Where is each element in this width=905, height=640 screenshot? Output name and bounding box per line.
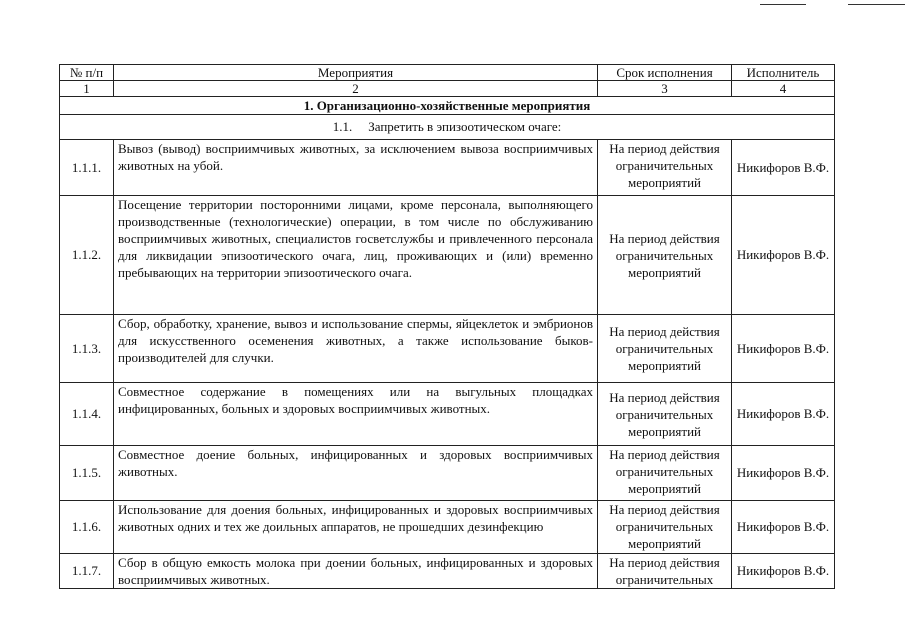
column-number: 2: [114, 81, 598, 97]
measures-table: [59, 64, 835, 589]
row-executor: Никифоров В.Ф.: [732, 315, 835, 383]
row-executor: Никифоров В.Ф.: [732, 501, 835, 554]
row-number: 1.1.5.: [60, 446, 114, 501]
column-header-number: № п/п: [60, 65, 114, 81]
table-header-row: [60, 65, 835, 81]
column-number: 4: [732, 81, 835, 97]
row-measure: Вывоз (вывод) восприимчивых животных, за исключением вывоза восприимчивых животных на убой.: [114, 140, 598, 196]
row-number: 1.1.4.: [60, 383, 114, 446]
column-number: 3: [598, 81, 732, 97]
subsection-heading-row: [60, 115, 835, 140]
section-heading-row: [60, 97, 835, 115]
subsection-title: Запретить в эпизоотическом очаге:: [368, 119, 562, 134]
row-measure: Сбор в общую емкость молока при доении больных, инфицированных и здоровых восприимчивых животных.: [114, 554, 598, 589]
row-executor: Никифоров В.Ф.: [732, 383, 835, 446]
column-header-deadline: Срок исполнения: [598, 65, 732, 81]
table-row: [60, 196, 835, 315]
header-rule-left: [760, 4, 806, 5]
table-row: [60, 554, 835, 589]
section-title: 1. Организационно-хозяйственные мероприятия: [60, 97, 835, 115]
row-executor: Никифоров В.Ф.: [732, 140, 835, 196]
header-rule-right: [848, 4, 905, 5]
row-number: 1.1.6.: [60, 501, 114, 554]
row-deadline: На период действия ограничительных мероприятий: [598, 140, 732, 196]
row-measure: Посещение территории посторонними лицами, кроме персонала, выполняющего производственные (технологические) операции, в том числе по обслуживанию восприимчивых животных, специалистов госветслужбы и привлеченного персонала для ликвидации эпизоотического очага, лиц, проживающих и (или) временно пребывающих на территории эпизоотического очага.: [114, 196, 598, 315]
row-measure: Использование для доения больных, инфицированных и здоровых восприимчивых животных одних и тех же доильных аппаратов, не прошедших дезинфекцию: [114, 501, 598, 554]
row-number: 1.1.7.: [60, 554, 114, 589]
table-row: [60, 383, 835, 446]
row-executor: Никифоров В.Ф.: [732, 554, 835, 589]
column-header-measures: Мероприятия: [114, 65, 598, 81]
row-deadline: На период действия ограничительных мероприятий: [598, 315, 732, 383]
table-row: [60, 501, 835, 554]
row-number: 1.1.1.: [60, 140, 114, 196]
row-deadline: На период действия ограничительных мероприятий: [598, 196, 732, 315]
row-deadline: На период действия ограничительных мероприятий: [598, 383, 732, 446]
row-deadline: На период действия ограничительных: [609, 555, 720, 587]
column-numbers-row: [60, 81, 835, 97]
row-deadline: На период действия ограничительных мероприятий: [598, 501, 732, 554]
row-executor: Никифоров В.Ф.: [732, 446, 835, 501]
row-measure: Совместное содержание в помещениях или на выгульных площадках инфицированных, больных и здоровых восприимчивых животных.: [114, 383, 598, 446]
row-number: 1.1.2.: [60, 196, 114, 315]
row-number: 1.1.3.: [60, 315, 114, 383]
table-row: [60, 315, 835, 383]
table-row: [60, 140, 835, 196]
column-header-executor: Исполнитель: [732, 65, 835, 81]
row-measure: Совместное доение больных, инфицированных и здоровых восприимчивых животных.: [114, 446, 598, 501]
subsection-number: 1.1.: [332, 119, 353, 134]
column-number: 1: [60, 81, 114, 97]
table-row: [60, 446, 835, 501]
row-deadline-cell: [598, 554, 732, 589]
subsection-cell: [60, 115, 835, 140]
row-deadline: На период действия ограничительных мероприятий: [598, 446, 732, 501]
row-measure: Сбор, обработку, хранение, вывоз и использование спермы, яйцеклеток и эмбрионов для искусственного осеменения животных, а также использование быков-производителей для случки.: [114, 315, 598, 383]
row-executor: Никифоров В.Ф.: [732, 196, 835, 315]
